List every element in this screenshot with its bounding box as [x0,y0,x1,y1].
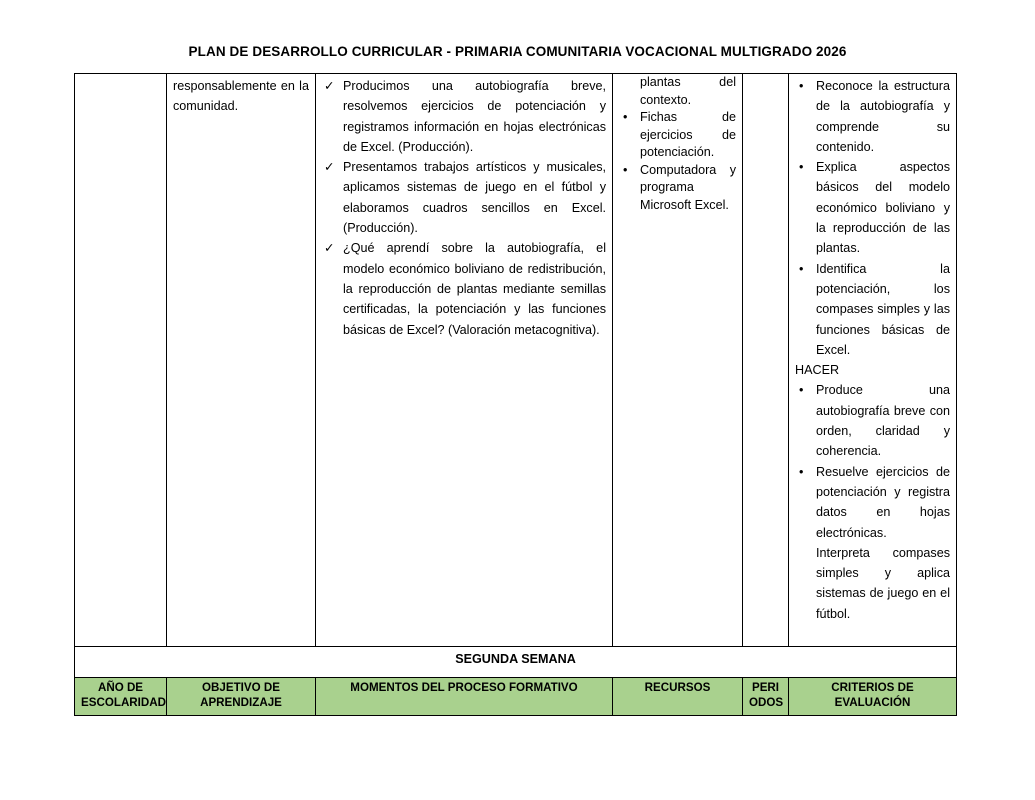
criterion-text: Explica aspectos básicos del modelo económico boliviano y la reproducción de las plantas. [816,160,950,256]
bullet-icon: • [799,160,804,175]
moment-text: Producimos una autobiografía breve, resolvemos ejercicios de potenciación y registramos información en hojas electrónicas de Excel. (Producción). [343,79,606,154]
checkmark-icon: ✓ [324,241,335,256]
header-moments: MOMENTOS DEL PROCESO FORMATIVO [316,678,613,716]
header-resources: RECURSOS [613,678,743,716]
criterion-text: Resuelve ejercicios de potenciación y registra datos en hojas electrónicas. [816,464,950,540]
hacer-label: HACER [795,363,840,378]
curriculum-table [74,73,957,716]
list-item [322,76,606,157]
table-row [75,74,957,647]
header-year: AÑO DE ESCOLARIDAD [75,678,167,716]
table-header-row [75,678,957,716]
list-item [795,462,950,543]
list-item [619,162,736,215]
list-item [619,109,736,162]
bullet-icon: • [799,79,804,93]
objective-cell [167,74,316,647]
table-row [75,647,957,678]
week-label: SEGUNDA SEMANA [75,647,957,678]
list-item [795,380,950,461]
bullet-icon: • [623,162,628,177]
list-item [322,157,606,238]
bullet-icon: • [799,464,804,479]
criterion-text: Identifica la potenciación, los compases simples y las funciones básicas de Excel. [816,261,950,357]
list-item [795,259,950,360]
criterion-text: Produce una autobiografía breve con orden, claridad y coherencia. [816,383,950,459]
moment-text: ¿Qué aprendí sobre la autobiografía, el modelo económico boliviano de redistribución, la reproducción de plantas mediante semillas certificadas, la potenciación y las funciones básicas de Excel? (Valoración metacognitiva). [343,241,606,337]
bullet-icon: • [623,110,628,124]
resources-list [619,109,736,214]
checkmark-icon: ✓ [324,160,335,175]
criterion-text: Reconoce la estructura de la autobiografía y comprende su contenido. [816,79,950,154]
resource-text: Fichas de ejercicios de potenciación. [640,110,736,159]
criterion-extra-text: Interpreta compases simples y aplica sistemas de juego en el fútbol. [816,545,950,621]
resource-text: Computadora y programa Microsoft Excel. [640,162,736,212]
header-objective: OBJETIVO DE APRENDIZAJE [167,678,316,716]
list-item [795,76,950,157]
list-item [795,157,950,258]
periods-cell [743,74,789,647]
criteria-hacer-list [795,380,950,542]
checkmark-icon: ✓ [324,79,335,93]
moment-text: Presentamos trabajos artísticos y musicales, aplicamos sistemas de juego en el fútbol y elaboramos cuadros sencillos en Excel. (Producción). [343,160,606,236]
moments-list [322,76,606,340]
header-criteria: CRITERIOS DE EVALUACIÓN [789,678,957,716]
header-periods: PERI ODOS [743,678,789,716]
resources-cell [613,74,743,647]
criteria-cell [789,74,957,647]
objective-text: responsablemente en la comunidad. [173,79,309,114]
bullet-icon: • [799,383,804,398]
resource-lead-text: plantas del contexto. [640,75,736,107]
bullet-icon: • [799,261,804,276]
year-cell [75,74,167,647]
criteria-decidir-list [795,76,950,360]
list-item [322,238,606,339]
moments-cell [316,74,613,647]
page-title: PLAN DE DESARROLLO CURRICULAR - PRIMARIA COMUNITARIA VOCACIONAL MULTIGRADO 2026 [188,44,847,59]
